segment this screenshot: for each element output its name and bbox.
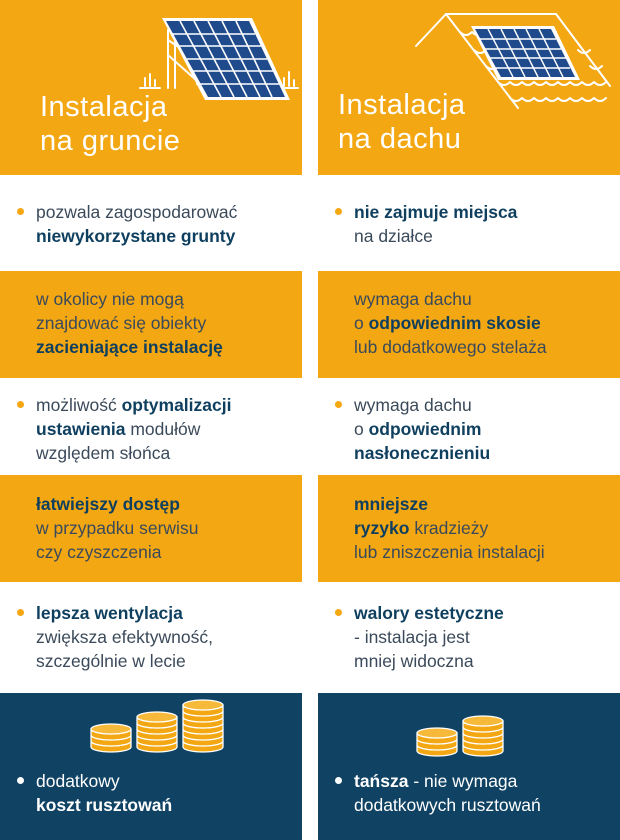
ground-title-line-2: na gruncie <box>40 125 181 157</box>
text: - nie wymaga <box>408 771 518 791</box>
text: o <box>354 313 369 333</box>
roof-header <box>318 0 620 175</box>
text: możliwość <box>36 395 122 415</box>
ground-item-1 <box>36 200 292 248</box>
item-line <box>36 335 292 359</box>
item-line <box>36 540 292 564</box>
text: - instalacja jest <box>354 627 470 647</box>
item-line <box>36 417 292 441</box>
ground-item-5 <box>36 601 292 673</box>
bold-text: niewykorzystane grunty <box>36 226 236 246</box>
roof-item-2 <box>354 287 610 359</box>
item-line <box>36 441 292 465</box>
item-line <box>354 311 610 335</box>
roof-item-3 <box>354 393 610 465</box>
bold-text: łatwiejszy dostęp <box>36 494 180 514</box>
bold-text: tańsza <box>354 771 409 791</box>
text: w okolicy nie mogą <box>36 289 184 309</box>
bold-text: mniejsze <box>354 494 428 514</box>
item-line <box>36 649 292 673</box>
coin-stacks-icon <box>0 693 302 763</box>
text: pozwala zagospodarować <box>36 202 238 222</box>
text: dodatkowych rusztowań <box>354 795 541 815</box>
text: kradzieży <box>409 518 489 538</box>
item-line <box>354 516 610 540</box>
item-line <box>354 287 610 311</box>
item-line <box>354 769 610 793</box>
text: zwiększa efektywność, <box>36 627 214 647</box>
ground-item-cost <box>36 769 292 817</box>
bold-text: odpowiednim skosie <box>368 313 541 333</box>
ground-row-cost <box>0 693 302 840</box>
text: o <box>354 419 369 439</box>
text: lub zniszczenia instalacji <box>354 542 545 562</box>
ground-installation-column <box>0 0 302 840</box>
ground-title <box>40 90 180 158</box>
roof-title <box>338 88 466 156</box>
item-line <box>354 224 610 248</box>
item-line <box>36 516 292 540</box>
item-line <box>354 492 610 516</box>
text: mniej widoczna <box>354 651 474 671</box>
bold-text: ryzyko <box>354 518 410 538</box>
coin-stacks-icon <box>318 693 620 763</box>
roof-title-line-2: na dachu <box>338 123 462 155</box>
text: modułów <box>125 419 201 439</box>
bold-text: koszt rusztowań <box>36 795 173 815</box>
bold-text: optymalizacji <box>121 395 232 415</box>
item-line <box>36 601 292 625</box>
item-line <box>354 335 610 359</box>
bold-text: zacieniające instalację <box>36 337 223 357</box>
roof-item-5 <box>354 601 610 673</box>
text: względem słońca <box>36 443 171 463</box>
roof-item-cost <box>354 769 610 817</box>
roof-item-4 <box>354 492 610 564</box>
roof-row-cost <box>318 693 620 840</box>
text: znajdować się obiekty <box>36 313 207 333</box>
bold-text: nie zajmuje miejsca <box>354 202 518 222</box>
text: szczególnie w lecie <box>36 651 186 671</box>
ground-title-line-1: Instalacja <box>40 91 168 123</box>
item-line <box>354 441 610 465</box>
ground-item-3 <box>36 393 292 465</box>
item-line <box>354 540 610 564</box>
ground-item-4 <box>36 492 292 564</box>
text: wymaga dachu <box>354 289 472 309</box>
item-line <box>354 601 610 625</box>
item-line <box>354 625 610 649</box>
item-line <box>354 417 610 441</box>
item-line <box>36 393 292 417</box>
item-line <box>354 200 610 224</box>
item-line <box>36 492 292 516</box>
bold-text: lepsza wentylacja <box>36 603 183 623</box>
item-line <box>36 769 292 793</box>
text: na działce <box>354 226 433 246</box>
item-line <box>36 200 292 224</box>
ground-header <box>0 0 302 175</box>
text: wymaga dachu <box>354 395 472 415</box>
item-line <box>354 649 610 673</box>
roof-title-line-1: Instalacja <box>338 89 466 121</box>
item-line <box>36 793 292 817</box>
bold-text: nasłonecznieniu <box>354 443 491 463</box>
item-line <box>36 224 292 248</box>
roof-installation-column <box>318 0 620 840</box>
bold-text: walory estetyczne <box>354 603 504 623</box>
bold-text: ustawienia <box>36 419 126 439</box>
text: lub dodatkowego stelaża <box>354 337 547 357</box>
text: dodatkowy <box>36 771 120 791</box>
item-line <box>36 287 292 311</box>
item-line <box>36 625 292 649</box>
item-line <box>36 311 292 335</box>
text: czy czyszczenia <box>36 542 162 562</box>
item-line <box>354 793 610 817</box>
ground-item-2 <box>36 287 292 359</box>
roof-item-1 <box>354 200 610 248</box>
item-line <box>354 393 610 417</box>
bold-text: odpowiednim <box>368 419 482 439</box>
text: w przypadku serwisu <box>36 518 199 538</box>
